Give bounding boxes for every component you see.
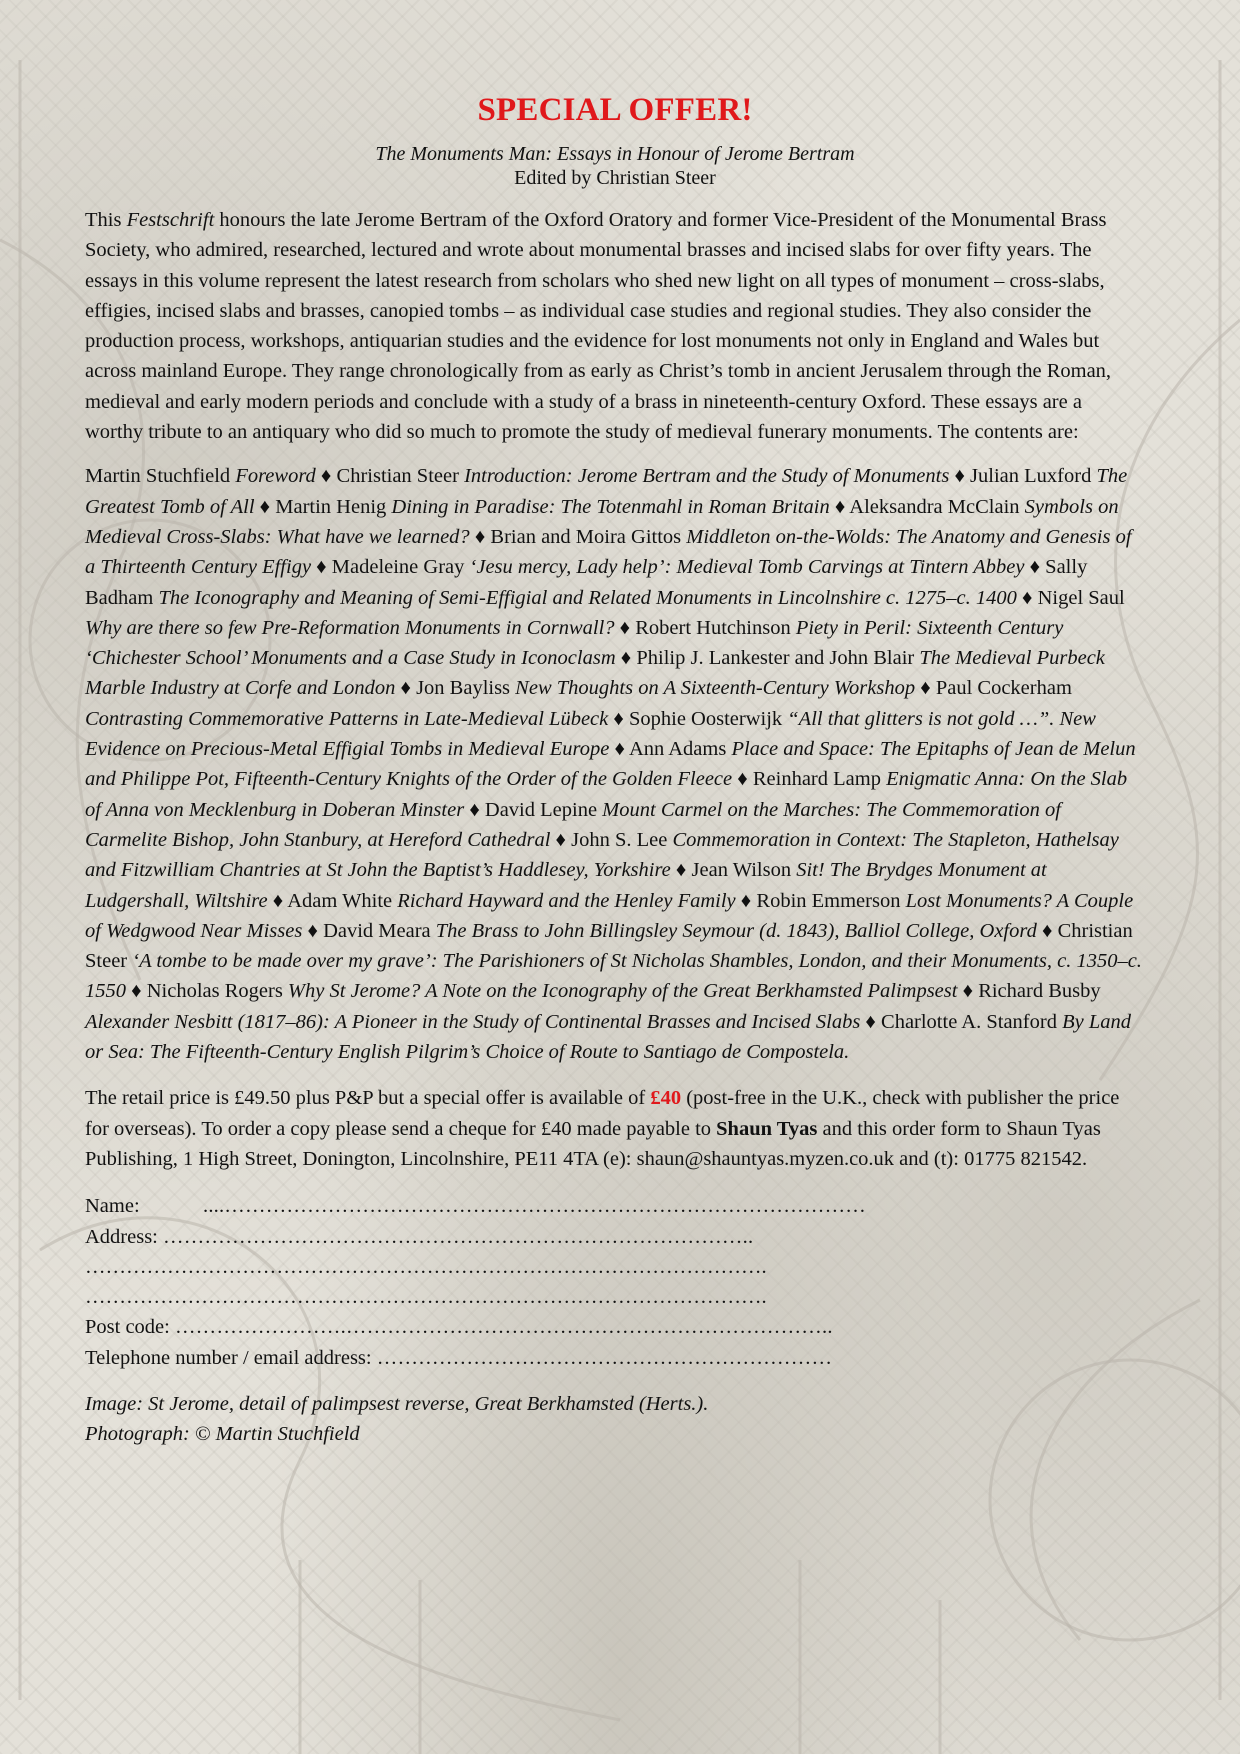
contact-field[interactable]: ………………………………………………………… (376, 1346, 833, 1369)
separator-diamond-icon: ♦ (920, 677, 931, 700)
contents-essay-title: Mount Carmel on the Marches: The Commemoration of Carmelite Bishop, John Stanbury, at Hereford Cathedral (85, 798, 1061, 851)
contents-essay-title: Sit! The Brydges Monument at Ludgershall, Wiltshire (85, 859, 1047, 912)
separator-diamond-icon: ♦ (740, 889, 752, 912)
contents-essay-title: Alexander Nesbitt (1817–86): A Pioneer in the Study of Continental Brasses and Incised Slabs (85, 1010, 861, 1033)
address-field[interactable]: ………………………………………………………………………….. (163, 1225, 754, 1248)
separator-diamond-icon: ♦ (259, 495, 271, 518)
separator-diamond-icon: ♦ (613, 707, 624, 730)
separator-diamond-icon: ♦ (962, 980, 974, 1003)
postcode-row[interactable] (85, 1312, 1145, 1342)
contents-author: Nicholas Rogers (146, 980, 283, 1003)
contents-author: Ann Adams (628, 738, 727, 761)
price-part2: (post-free in the U.K., check with publisher the price for overseas). To order a copy please send a cheque for £40 made payable to (85, 1087, 1120, 1140)
separator-diamond-icon: ♦ (131, 980, 142, 1003)
separator-diamond-icon: ♦ (619, 616, 631, 639)
address-row[interactable] (85, 1222, 1145, 1252)
contents-author: Robert Hutchinson (635, 616, 791, 639)
contents-essay-title: By Land or Sea: The Fifteenth-Century English Pilgrim’s Choice of Route to Santiago de Compostela. (85, 1010, 1131, 1064)
contents-author: Aleksandra McClain (849, 495, 1020, 518)
order-form (85, 1191, 1145, 1373)
separator-diamond-icon: ♦ (400, 677, 411, 700)
separator-diamond-icon: ♦ (320, 465, 332, 488)
offer-price: £40 (650, 1087, 682, 1110)
contents-author: Richard Busby (978, 980, 1101, 1003)
contents-author: Julian Luxford (970, 465, 1092, 488)
book-title: The Monuments Man: Essays in Honour of Jerome Bertram (375, 143, 855, 165)
editor-line: Edited by Christian Steer (514, 167, 716, 189)
contents-essay-title: Symbols on Medieval Cross-Slabs: What have we learned? (85, 495, 1119, 548)
separator-diamond-icon: ♦ (614, 738, 625, 761)
separator-diamond-icon: ♦ (954, 465, 965, 488)
flyer-content (85, 80, 1145, 1450)
contents-essay-title: New Thoughts on A Sixteenth-Century Workshop (515, 677, 916, 700)
price-part3: and this order form to Shaun Tyas Publishing, 1 High Street, Donington, Lincolnshire, PE11 4TA (e): shaun@shauntyas.myzen.co.uk and (t): 01775 821542. (85, 1117, 1101, 1170)
contents-essay-title: Why St Jerome? A Note on the Iconography of the Great Berkhamsted Palimpsest (287, 980, 958, 1003)
separator-diamond-icon: ♦ (620, 647, 632, 670)
contact-row[interactable] (85, 1343, 1145, 1373)
contents-essay-title: Middleton on-the-Wolds: The Anatomy and Genesis of a Thirteenth Century Effigy (85, 525, 1132, 579)
intro-body: honours the late Jerome Bertram of the Oxford Oratory and former Vice-President of the Monumental Brass Society, who admired, researched, lectured and wrote about monumental brasses and incised slabs for over fifty years. The essays in this volume represent the latest research from scholars who shed new light on all types of monument – cross-slabs, effigies, incised slabs and brasses, canopied tombs – as individual case studies and regional studies. They also consider the production process, workshops, antiquarian studies and the evidence for lost monuments not only in England and Wales but across mainland Europe. They range chronologically from as early as Christ’s tomb in ancient Jerusalem through the Roman, medieval and early modern periods and conclude with a study of a brass in nineteenth-century Oxford. These essays are a worthy tribute to an antiquary who did so much to promote the study of medieval funerary monuments. The contents are: (85, 209, 1112, 444)
contact-label: Telephone number / email address: (85, 1346, 372, 1369)
contents-essay-title: Commemoration in Context: The Stapleton, Hathelsay and Fitzwilliam Chantries at St John the Baptist’s Haddlesey, Yorkshire (85, 828, 1119, 882)
name-row[interactable] (85, 1191, 1145, 1221)
page-title: SPECIAL OFFER! (477, 92, 753, 128)
contents-author: John S. Lee (571, 828, 668, 851)
contents-essay-title: ‘A tombe to be made over my grave’: The Parishioners of St Nicholas Shambles, London, and their Monuments, c. 1350–c. 1550 (85, 950, 1142, 1003)
contents-essay-title: Introduction: Jerome Bertram and the Study of Monuments (464, 465, 950, 488)
separator-diamond-icon: ♦ (474, 525, 486, 548)
contents-list (85, 461, 1145, 1067)
contents-essay-title: ‘Jesu mercy, Lady help’: Medieval Tomb Carvings at Tintern Abbey (469, 556, 1025, 579)
contents-author: Philip J. Lankester and John Blair (636, 647, 915, 670)
contents-author: Nigel Saul (1037, 586, 1125, 609)
postcode-field[interactable]: …………………….…………………………………………………………….. (174, 1316, 833, 1339)
contents-author: Madeleine Gray (331, 556, 465, 579)
contents-essay-title: Place and Space: The Epitaphs of Jean de Melun and Philippe Pot, Fifteenth-Century Knights of the Order of the Golden Fleece (85, 738, 1136, 791)
intro-pre: This (85, 209, 127, 231)
contents-author: Sally Badham (85, 556, 1088, 609)
separator-diamond-icon: ♦ (316, 556, 327, 579)
payee-name: Shaun Tyas (716, 1117, 818, 1140)
image-credit (85, 1389, 1145, 1450)
contents-essay-title: The Greatest Tomb of All (85, 465, 1128, 518)
separator-diamond-icon: ♦ (469, 798, 480, 821)
intro-festschrift: Festschrift (126, 209, 215, 231)
contents-author: Sophie Oosterwijk (628, 707, 783, 730)
separator-diamond-icon: ♦ (737, 768, 748, 791)
contents-author: Brian and Moira Gittos (490, 525, 682, 548)
image-caption: Image: St Jerome, detail of palimpsest reverse, Great Berkhamsted (Herts.). (85, 1392, 709, 1415)
intro-paragraph (85, 205, 1145, 447)
separator-diamond-icon: ♦ (865, 1010, 876, 1033)
separator-diamond-icon: ♦ (307, 919, 318, 942)
contents-essay-title: “All that glitters is not gold …”. New Evidence on Precious-Metal Effigial Tombs in Medieval Europe (85, 707, 1096, 761)
separator-diamond-icon: ♦ (834, 495, 846, 518)
contents-author: Christian Steer (336, 465, 459, 488)
contents-author: Martin Stuchfield (85, 465, 231, 488)
price-paragraph (85, 1083, 1145, 1174)
contents-essay-title: Lost Monuments? A Couple of Wedgwood Near Misses (85, 889, 1134, 942)
separator-diamond-icon: ♦ (272, 889, 284, 912)
contents-author: Robin Emmerson (756, 889, 901, 912)
contents-author: Reinhard Lamp (752, 768, 881, 791)
address-label: Address: (85, 1225, 158, 1248)
contents-author: David Meara (323, 919, 431, 942)
name-field[interactable]: ....………………………………………………………………………………… (203, 1195, 866, 1218)
contents-essay-title: Why are there so few Pre-Reformation Monuments in Cornwall? (85, 616, 615, 639)
contents-author: Adam White (287, 889, 393, 912)
contents-author: Christian Steer (85, 919, 1133, 973)
contents-author: Martin Henig (275, 495, 387, 518)
contents-author: Charlotte A. Stanford (881, 1010, 1057, 1033)
name-label: Name: (85, 1195, 140, 1218)
separator-diamond-icon: ♦ (1041, 919, 1053, 942)
address-line-3[interactable]: ………………………………………………………………………………………. (85, 1286, 767, 1309)
contents-author: Jon Bayliss (416, 677, 511, 700)
contents-essay-title: Enigmatic Anna: On the Slab of Anna von Mecklenburg in Doberan Minster (85, 768, 1128, 821)
contents-essay-title: Contrasting Commemorative Patterns in Late-Medieval Lübeck (85, 707, 609, 730)
contents-essay-title: Piety in Peril: Sixteenth Century ‘Chichester School’ Monuments and a Case Study in Iconoclasm (85, 616, 1064, 670)
separator-diamond-icon: ♦ (1029, 556, 1041, 579)
contents-essay-title: The Brass to John Billingsley Seymour (d. 1843), Balliol College, Oxford (435, 919, 1037, 942)
price-part1: The retail price is £49.50 plus P&P but a special offer is available of (85, 1087, 651, 1110)
photo-credit: Photograph: © Martin Stuchfield (85, 1423, 360, 1446)
separator-diamond-icon: ♦ (1022, 586, 1033, 609)
contents-essay-title: Dining in Paradise: The Totenmahl in Roman Britain (391, 495, 830, 518)
address-line-2[interactable]: ………………………………………………………………………………………. (85, 1255, 767, 1278)
contents-essay-title: Richard Hayward and the Henley Family (397, 889, 736, 912)
separator-diamond-icon: ♦ (675, 859, 687, 882)
contents-essay-title: The Medieval Purbeck Marble Industry at Corfe and London (85, 647, 1105, 700)
contents-author: Paul Cockerham (935, 677, 1072, 700)
contents-author: David Lepine (484, 798, 598, 821)
contents-essay-title: The Iconography and Meaning of Semi-Effigial and Related Monuments in Lincolnshire c. 1275–c. 1400 (158, 586, 1017, 609)
postcode-label: Post code: (85, 1316, 170, 1339)
contents-essay-title: Foreword (235, 465, 316, 488)
separator-diamond-icon: ♦ (555, 828, 566, 851)
contents-author: Jean Wilson (691, 859, 792, 882)
